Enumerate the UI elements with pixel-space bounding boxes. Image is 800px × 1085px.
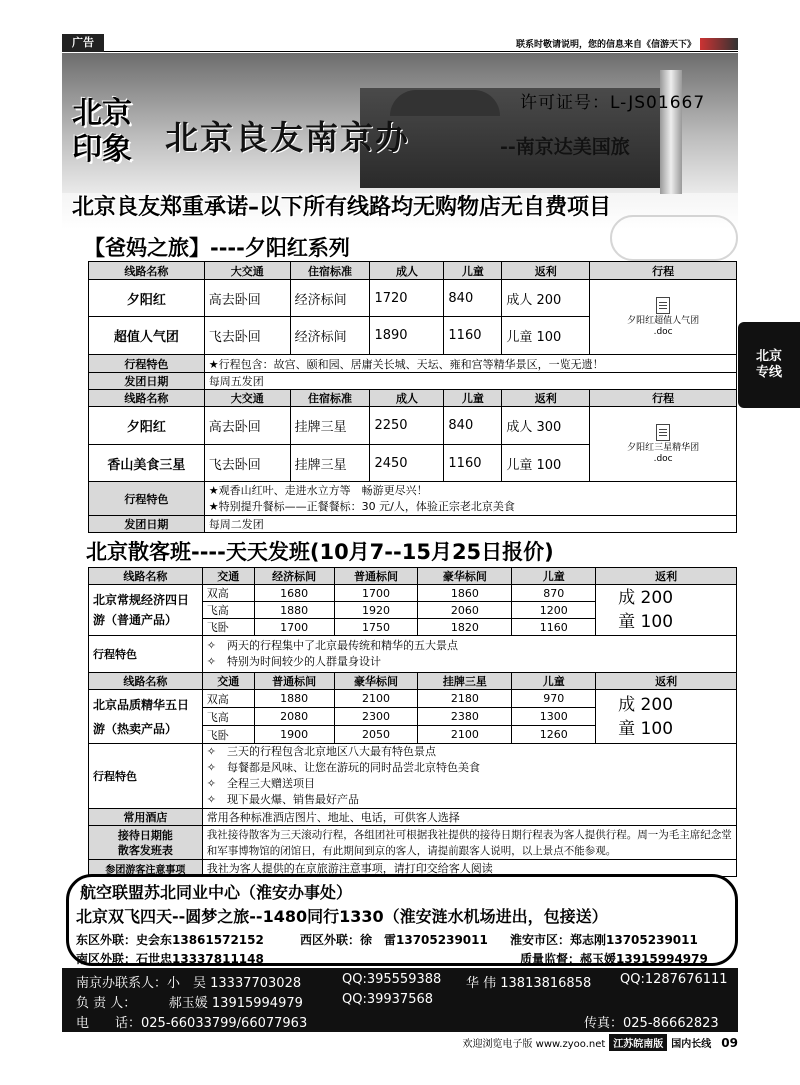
promise-headline: 北京良友郑重承诺–以下所有线路均无购物店无自费项目 [72,195,612,220]
schedule-row [89,826,737,860]
page-number: 09 [721,1035,738,1050]
cell-price: 1700 [254,619,334,636]
feature-line: ✧ 特别为时间较少的人群量身设计 [206,655,381,668]
contact-east: 东区外联：史会东13861572152 [76,933,264,947]
daily-tour-table [88,567,737,877]
publisher-logo [700,38,738,50]
header-hotel: 住宿标准 [290,262,370,280]
side-tab-line1: 北京 [755,349,782,364]
schedule-text: 我社接待散客为三天滚动行程，各组团社可根据我社提供的接待日期行程表为客人提供行程。周一为毛主席纪念堂和军事博物馆的闭馆日，有此期间到京的客人，请提前跟客人说明，以上景点不能参观。 [202,826,736,860]
contact-west: 西区外联：徐 雷13705239011 [300,933,488,947]
cell-transport: 飞高 [202,602,254,619]
feature-line: ✧ 每餐都是风味、让您在游玩的同时品尝北京特色美食 [206,761,480,774]
cell-adult: 1890 [370,317,444,355]
header-route: 线路名称 [89,568,203,585]
hotel-text: 常用各种标准酒店图片、地址、电话，可供客人选择 [202,809,736,826]
rebate-child: 童 100 [618,718,674,739]
route-name-line1: 夕阳红 [89,407,205,445]
cell-transport: 高去卧回 [204,407,290,445]
cell-rebate: 儿童 100 [502,317,590,355]
feature-row [89,482,737,516]
contact-quality: 质量监督：郝玉媛13915994979 [520,952,708,966]
beijing-seal [72,96,152,174]
cell-price: 1860 [418,585,512,602]
notice-text: 我社为客人提供的在京旅游注意事项，请打印交给客人阅读 [202,860,736,877]
route-name-line1: 北京常规经济四日 [93,593,190,607]
cloud-decoration [610,215,738,261]
itinerary-doc-cell[interactable] [590,407,737,482]
union-title: 航空联盟苏北同业中心（淮安办事处） [80,883,353,902]
ad-tag: 广告 [62,34,104,52]
bottom-strip [463,1034,739,1051]
cell-hotel: 经济标间 [290,317,370,355]
depart-label: 发团日期 [89,373,205,390]
footer-qq: QQ:39937568 [342,992,434,1007]
table-row [89,585,737,602]
cell-child: 1200 [512,602,596,619]
rebate-adult: 成 200 [618,694,674,715]
rebate-child: 童 100 [618,612,674,632]
feature-row [89,636,737,673]
depart-text: 每周五发团 [204,373,736,390]
route-name-line1: 北京品质精华五日 [93,697,190,712]
header-rebate: 返利 [596,673,737,690]
browse-link[interactable]: 欢迎浏览电子版 www.zyoo.net [462,1039,606,1050]
notice-label: 参团游客注意事项 [89,860,203,877]
cell-hotel: 经济标间 [290,280,370,317]
header-route: 线路名称 [89,390,205,407]
footer-contact: 南京办联系人：小 吴 13337703028 [76,976,302,991]
cell-price: 1880 [254,690,334,708]
document-icon [656,297,670,314]
header-hotel: 住宿标准 [290,390,370,407]
region-badge: 江苏皖南版 [609,1034,667,1051]
header-route: 线路名称 [89,673,203,690]
header-rebate: 返利 [502,262,590,280]
footer-qq: QQ:1287676111 [620,972,728,987]
cell-child: 970 [512,690,596,708]
feature-text [202,636,736,673]
cell-transport: 飞卧 [202,726,254,744]
sunset-series-table [88,261,737,533]
schedule-label-line1: 接待日期能 [117,828,173,842]
table-header-row [89,262,737,280]
depart-row [89,516,737,533]
header-col3: 挂牌三星 [418,673,512,690]
route-name-line2: 游（热卖产品） [93,721,178,736]
hotel-label: 常用酒店 [89,809,203,826]
doc-name: 夕阳红三星精华团 [627,442,700,453]
cell-price: 1920 [334,602,418,619]
schedule-label-line2: 散客发班表 [117,843,173,857]
cell-transport: 飞卧 [202,619,254,636]
cell-adult: 2250 [370,407,444,445]
table-row [89,690,737,708]
feature-text [202,744,736,809]
cell-adult: 1720 [370,280,444,317]
cell-price: 2080 [254,708,334,726]
feature-label: 行程特色 [89,482,205,516]
table-row [89,407,737,445]
route-name-line2: 超值人气团 [89,317,205,355]
table-header-row [89,568,737,585]
footer-qq: QQ:395559388 [342,972,442,987]
cell-transport: 飞去卧回 [204,317,290,355]
cell-child: 1260 [512,726,596,744]
cell-price: 1680 [254,585,334,602]
hotel-row [89,809,737,826]
license-number: 许可证号：L-JS01667 [520,93,706,113]
table-header-row [89,673,737,690]
feature-label: 行程特色 [89,636,203,673]
feature-row [89,355,737,373]
cell-child: 870 [512,585,596,602]
feature-label: 行程特色 [89,744,203,809]
footer-fax: 传真：025-86662823 [584,1016,719,1031]
main-title: 北京良友南京办 [165,118,410,157]
header-child: 儿童 [512,673,596,690]
cell-hotel: 挂牌三星 [290,445,370,482]
cell-price: 2100 [334,690,418,708]
cell-transport: 飞高 [202,708,254,726]
doc-ext: .doc [653,453,673,464]
cell-rebate: 儿童 100 [502,445,590,482]
feature-text: ★行程包含：故宫、颐和园、居庸关长城、天坛、雍和宫等精华景区，一览无遗！ [204,355,736,373]
cell-price: 1820 [418,619,512,636]
depart-row [89,373,737,390]
footer-contact: 华 伟 13813816858 [466,976,592,991]
header-itinerary: 行程 [590,262,737,280]
header-transport: 大交通 [204,262,290,280]
route-name-cell [89,690,203,744]
cell-price: 1880 [254,602,334,619]
union-route: 北京双飞四天--圆梦之旅--1480同行1330（淮安涟水机场进出，包接送） [76,907,608,926]
cell-transport: 双高 [202,690,254,708]
doc-name: 夕阳红超值人气团 [627,315,700,326]
side-tab-beijing-line[interactable] [738,322,800,408]
header-col1: 经济标间 [254,568,334,585]
itinerary-doc-cell[interactable] [590,280,737,355]
table-header-row [89,390,737,407]
cell-rebate: 成人 200 [502,280,590,317]
cell-price: 1750 [334,619,418,636]
schedule-label [89,826,203,860]
header-rebate: 返利 [596,568,737,585]
cell-transport: 双高 [202,585,254,602]
header-col2: 豪华标间 [334,673,418,690]
feature-text [204,482,736,516]
header-child: 儿童 [512,568,596,585]
contact-city: 淮安市区：郑志刚13705239011 [510,933,698,947]
feature-line: ✧ 现下最火爆、销售最好产品 [206,793,359,806]
cell-price: 2060 [418,602,512,619]
section1-title: 【爸妈之旅】----夕阳红系列 [84,236,350,260]
section-name: 国内长线 [671,1039,712,1050]
contact-south: 南区外联：石世忠13337811148 [76,952,264,966]
header-col1: 普通标间 [254,673,334,690]
cell-price: 2050 [334,726,418,744]
table-row [89,280,737,317]
contact-note: 联系时敬请说明，您的信息来自《信游天下》 [515,40,696,50]
cell-adult: 2450 [370,445,444,482]
header-itinerary: 行程 [590,390,737,407]
cell-child: 1160 [444,317,502,355]
header-child: 儿童 [444,262,502,280]
doc-attachment[interactable] [594,424,732,465]
header-col3: 豪华标间 [418,568,512,585]
cell-child: 1160 [512,619,596,636]
doc-ext: .doc [653,326,673,337]
header-route: 线路名称 [89,262,205,280]
header-adult: 成人 [370,390,444,407]
route-name-line2: 游（普通产品） [93,613,178,627]
cell-transport: 高去卧回 [204,280,290,317]
footer-phone: 电 话：025-66033799/66077963 [76,1016,308,1031]
doc-attachment[interactable] [594,297,732,338]
feature-line: ✧ 全程三大赠送项目 [206,777,315,790]
cell-price: 2100 [418,726,512,744]
feature-line: ✧ 两天的行程集中了北京最传统和精华的五大景点 [206,639,458,652]
rebate-cell [596,690,737,744]
header-transport: 交通 [202,673,254,690]
header-col2: 普通标间 [334,568,418,585]
header-child: 儿童 [444,390,502,407]
depart-label: 发团日期 [89,516,205,533]
route-name-cell [89,585,203,636]
seal-line2: 印象 [72,132,132,167]
footer-manager: 负 责 人： 郝玉媛 13915994979 [76,996,303,1011]
cell-price: 1900 [254,726,334,744]
cell-child: 1160 [444,445,502,482]
document-icon [656,424,670,441]
rebate-adult: 成 200 [618,588,674,608]
header-transport: 大交通 [204,390,290,407]
feature-line: ✧ 三天的行程包含北京地区八大最有特色景点 [206,745,436,758]
route-name-line1: 夕阳红 [89,280,205,317]
cell-price: 2380 [418,708,512,726]
route-name-line2: 香山美食三星 [89,445,205,482]
cell-child: 840 [444,280,502,317]
header-adult: 成人 [370,262,444,280]
cell-price: 1700 [334,585,418,602]
feature-line: ★特别提升餐标——正餐餐标：30 元/人，体验正宗老北京美食 [208,499,515,513]
feature-row [89,744,737,809]
header-transport: 交通 [202,568,254,585]
feature-line: ★观香山红叶、走进水立方等 畅游更尽兴！ [208,483,428,497]
section2-title: 北京散客班----天天发班(10月7--15月25日报价) [86,540,554,564]
cell-rebate: 成人 300 [502,407,590,445]
depart-text: 每周二发团 [204,516,736,533]
cell-price: 2300 [334,708,418,726]
cell-price: 2180 [418,690,512,708]
rebate-cell [596,585,737,636]
side-tab-line2: 专线 [755,365,782,380]
cell-transport: 飞去卧回 [204,445,290,482]
feature-label: 行程特色 [89,355,205,373]
cell-hotel: 挂牌三星 [290,407,370,445]
header-rebate: 返利 [502,390,590,407]
sub-title: --南京达美国旅 [500,136,630,158]
cell-child: 840 [444,407,502,445]
cell-child: 1300 [512,708,596,726]
seal-line1: 北京 [72,96,132,131]
